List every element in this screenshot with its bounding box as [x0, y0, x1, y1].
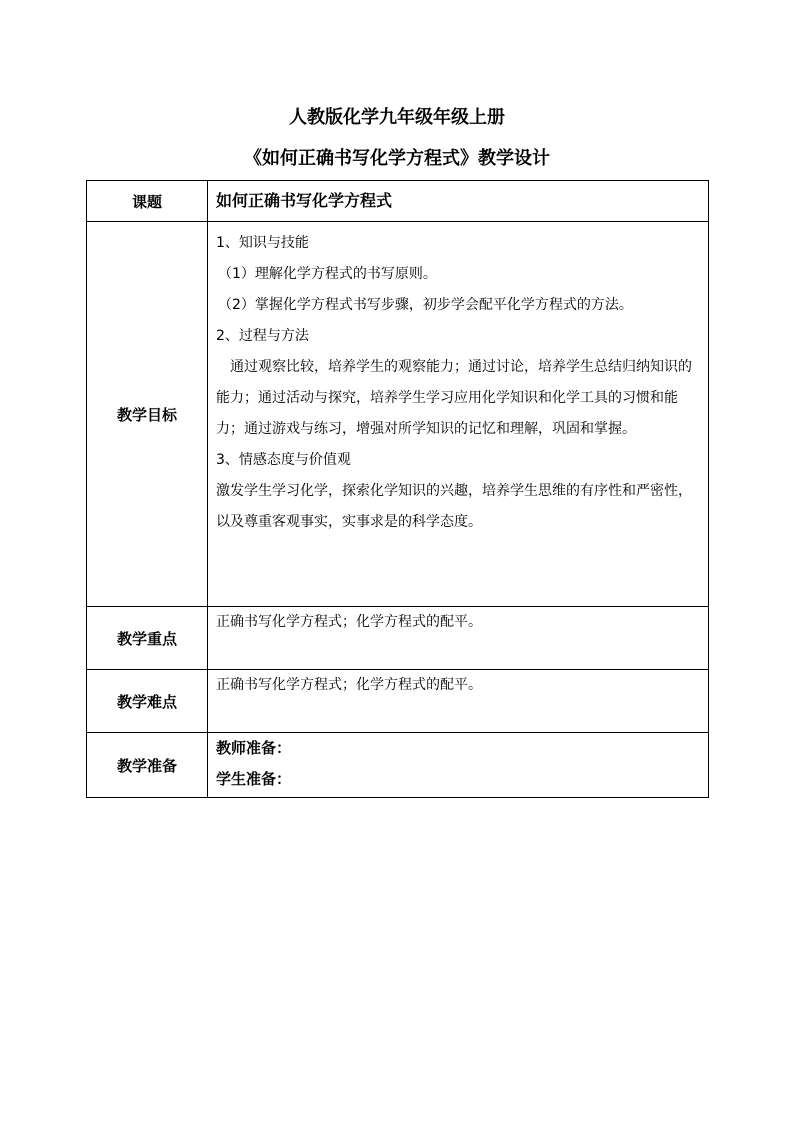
document-title: 人教版化学九年级年级上册	[289, 107, 505, 128]
document-subtitle: 《如何正确书写化学方程式》教学设计	[244, 148, 550, 169]
preparation-content	[208, 733, 709, 798]
table-row-preparation	[87, 733, 709, 798]
difficulties-label: 教学难点	[87, 670, 208, 733]
topic-label: 课题	[87, 181, 208, 222]
goals-attitude-text: 激发学生学习化学，探索化学知识的兴趣，培养学生思维的有序性和严密性，以及尊重客观事实，实事求是的科学态度。	[216, 483, 692, 530]
goals-content	[208, 222, 709, 607]
student-preparation: 学生准备：	[216, 770, 292, 788]
goals-heading-process: 2、过程与方法	[216, 328, 309, 344]
goals-heading-knowledge: 1、知识与技能	[216, 235, 309, 251]
topic-value: 如何正确书写化学方程式	[208, 181, 709, 222]
difficulties-value: 正确书写化学方程式；化学方程式的配平。	[208, 670, 709, 733]
teacher-preparation: 教师准备：	[216, 739, 292, 757]
table-row-topic	[87, 181, 709, 222]
table-row-difficulties	[87, 670, 709, 733]
goals-heading-attitude: 3、情感态度与价值观	[216, 452, 351, 468]
goals-process-text: 通过观察比较，培养学生的观察能力；通过讨论，培养学生总结归纳知识的能力；通过活动与探究，培养学生学习应用化学知识和化学工具的习惯和能力；通过游戏与练习，增强对所学知识的记忆和理解，巩固和掌握。	[216, 359, 692, 437]
table-row-goals	[87, 222, 709, 607]
key-points-label: 教学重点	[87, 607, 208, 670]
key-points-value: 正确书写化学方程式；化学方程式的配平。	[208, 607, 709, 670]
goals-item-1: （1）理解化学方程式的书写原则。	[218, 266, 437, 282]
preparation-label: 教学准备	[87, 733, 208, 798]
goals-item-2: （2）掌握化学方程式书写步骤，初步学会配平化学方程式的方法。	[218, 297, 633, 313]
goals-label: 教学目标	[87, 222, 208, 607]
lesson-plan-table	[86, 180, 709, 798]
table-row-key-points	[87, 607, 709, 670]
